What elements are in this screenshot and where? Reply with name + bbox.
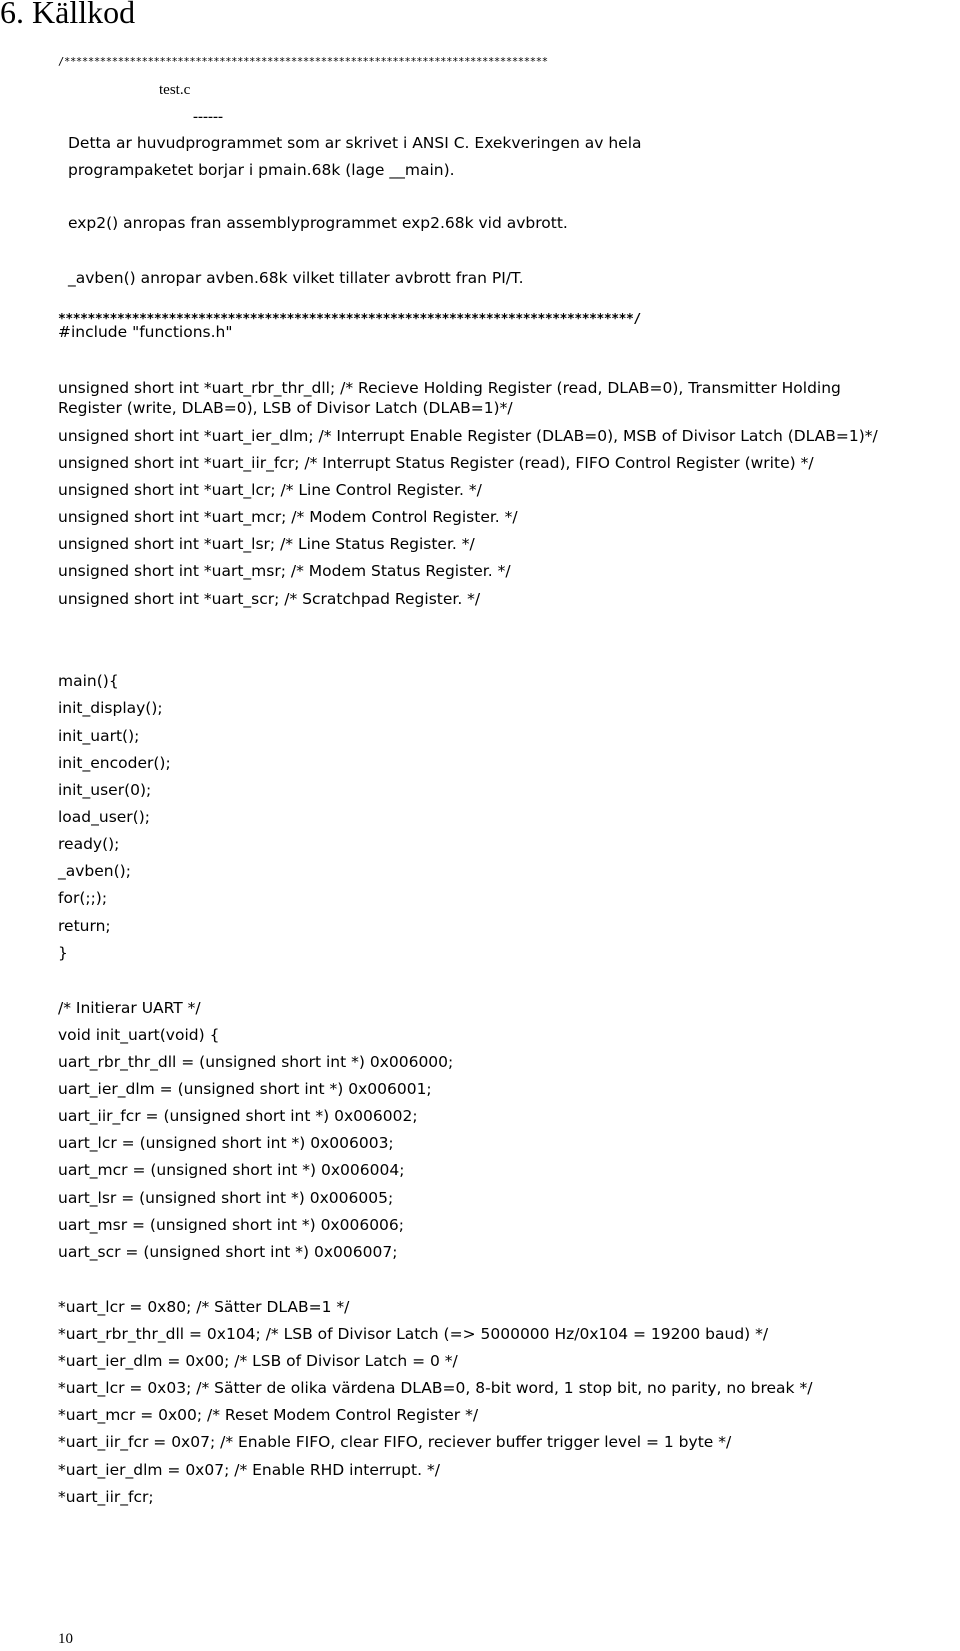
- pointer-assignment-line: uart_scr = (unsigned short int *) 0x006007;: [58, 1243, 398, 1261]
- section-title: 6. Källkod: [0, 0, 136, 30]
- declaration-line: Register (write, DLAB=0), LSB of Divisor Latch (DLAB=1)*/: [58, 399, 513, 417]
- main-function-line: init_uart();: [58, 727, 140, 745]
- comment-description-line: exp2() anropas fran assemblyprogrammet exp2.68k vid avbrott.: [68, 214, 568, 232]
- pointer-assignment-line: uart_ier_dlm = (unsigned short int *) 0x006001;: [58, 1080, 432, 1098]
- comment-filename: test.c: [159, 82, 191, 98]
- comment-description-line: Detta ar huvudprogrammet som ar skrivet i ANSI C. Exekveringen av hela: [68, 134, 642, 152]
- pointer-assignment-line: uart_lsr = (unsigned short int *) 0x006005;: [58, 1189, 394, 1207]
- comment-underline: ------: [193, 109, 223, 125]
- page-number: 10: [58, 1631, 73, 1647]
- declaration-line: unsigned short int *uart_lsr; /* Line Status Register. */: [58, 535, 475, 553]
- register-write-line: *uart_ier_dlm = 0x07; /* Enable RHD interrupt. */: [58, 1461, 440, 1479]
- main-function-line: for(;;);: [58, 889, 108, 907]
- main-function-line: init_encoder();: [58, 754, 171, 772]
- declaration-line: unsigned short int *uart_scr; /* Scratchpad Register. */: [58, 590, 481, 608]
- pointer-assignment-line: uart_rbr_thr_dll = (unsigned short int *) 0x006000;: [58, 1053, 454, 1071]
- init-uart-comment: /* Initierar UART */: [58, 999, 201, 1017]
- register-write-line: *uart_iir_fcr = 0x07; /* Enable FIFO, clear FIFO, reciever buffer trigger level = 1 byte */: [58, 1433, 732, 1451]
- main-function-line: init_display();: [58, 699, 163, 717]
- register-write-line: *uart_rbr_thr_dll = 0x104; /* LSB of Divisor Latch (=> 5000000 Hz/0x104 = 19200 baud) */: [58, 1325, 769, 1343]
- pointer-assignment-line: uart_lcr = (unsigned short int *) 0x006003;: [58, 1134, 394, 1152]
- pointer-assignment-line: uart_msr = (unsigned short int *) 0x006006;: [58, 1216, 404, 1234]
- register-write-line: *uart_mcr = 0x00; /* Reset Modem Control Register */: [58, 1406, 479, 1424]
- init-uart-signature: void init_uart(void) {: [58, 1026, 220, 1044]
- declaration-line: unsigned short int *uart_msr; /* Modem Status Register. */: [58, 562, 511, 580]
- main-function-line: ready();: [58, 835, 120, 853]
- include-directive: #include "functions.h": [58, 323, 233, 341]
- declaration-line: unsigned short int *uart_ier_dlm; /* Interrupt Enable Register (DLAB=0), MSB of Divisor Latch (DLAB=1)*/: [58, 427, 878, 445]
- declaration-line: unsigned short int *uart_iir_fcr; /* Interrupt Status Register (read), FIFO Control Register (write) */: [58, 454, 814, 472]
- main-function-line: load_user();: [58, 808, 151, 826]
- register-write-line: *uart_lcr = 0x80; /* Sätter DLAB=1 */: [58, 1298, 350, 1316]
- comment-bottom-rule: ******************************************************************************/: [58, 312, 641, 327]
- pointer-assignment-line: uart_mcr = (unsigned short int *) 0x006004;: [58, 1161, 405, 1179]
- pointer-assignment-line: uart_iir_fcr = (unsigned short int *) 0x006002;: [58, 1107, 418, 1125]
- declaration-line: unsigned short int *uart_lcr; /* Line Control Register. */: [58, 481, 482, 499]
- main-function-line: }: [58, 944, 68, 962]
- comment-top-rule: /*********************************************************************************: [58, 56, 548, 68]
- declaration-line: unsigned short int *uart_rbr_thr_dll; /* Recieve Holding Register (read, DLAB=0), Transmitter Holding: [58, 379, 841, 397]
- main-function-line: return;: [58, 917, 111, 935]
- register-write-line: *uart_ier_dlm = 0x00; /* LSB of Divisor Latch = 0 */: [58, 1352, 458, 1370]
- comment-description-line: programpaketet borjar i pmain.68k (lage __main).: [68, 161, 455, 179]
- comment-description-line: _avben() anropar avben.68k vilket tillater avbrott fran PI/T.: [68, 269, 524, 287]
- register-write-line: *uart_lcr = 0x03; /* Sätter de olika värdena DLAB=0, 8-bit word, 1 stop bit, no parity, no break */: [58, 1379, 813, 1397]
- declaration-line: unsigned short int *uart_mcr; /* Modem Control Register. */: [58, 508, 518, 526]
- main-function-line: init_user(0);: [58, 781, 152, 799]
- register-write-line: *uart_iir_fcr;: [58, 1488, 154, 1506]
- main-function-line: _avben();: [58, 862, 131, 880]
- main-function-line: main(){: [58, 672, 119, 690]
